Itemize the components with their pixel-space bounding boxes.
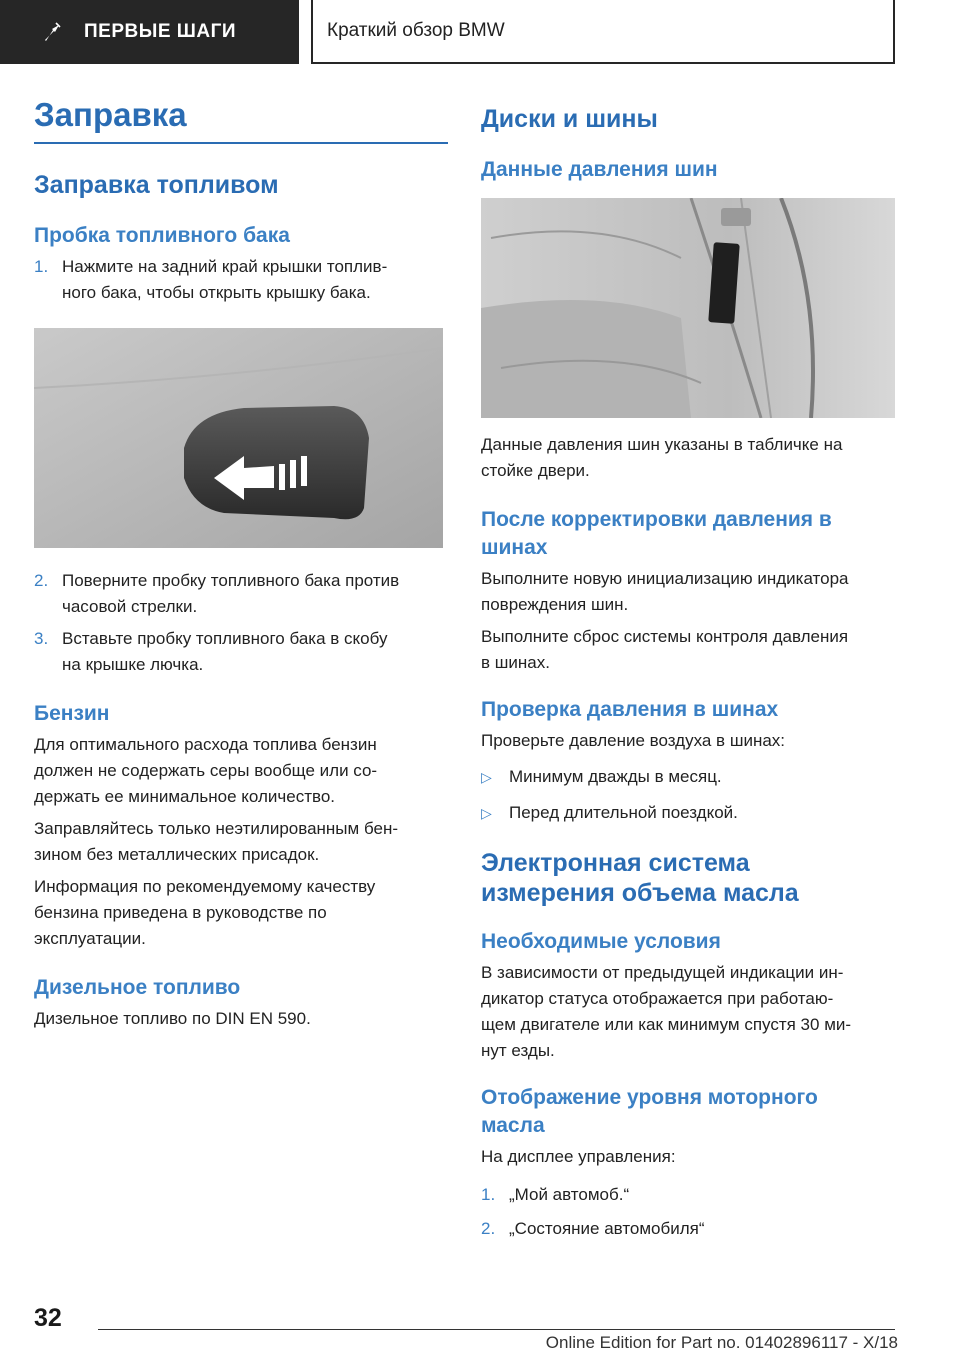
left-column [34, 96, 448, 1032]
list-text: Поверните пробку топливного бака против часовой стрелки. [62, 571, 400, 616]
list-text: Вставьте пробку топливного бака в скобу на крышке лючка. [62, 629, 388, 674]
list-number: 2. [481, 1219, 496, 1238]
list-number: 1. [34, 257, 49, 276]
section-tab-label: ПЕРВЫЕ ШАГИ [84, 21, 237, 42]
footer-divider [98, 1329, 895, 1330]
paragraph: Выполните новую инициализацию индикатора повреждения шин. [481, 569, 849, 614]
fuel-flap-photo [34, 328, 443, 548]
chapter-tab[interactable] [311, 0, 895, 64]
flag-arrow-icon [42, 21, 64, 43]
list-number: 3. [34, 629, 49, 648]
subheading-petrol: Бензин [34, 702, 110, 725]
list-text: Минимум дважды в месяц. [509, 767, 722, 786]
subheading-pressure-data: Данные давления шин [481, 158, 718, 181]
list-item [481, 1182, 895, 1208]
list-text: Перед длительной поездкой. [509, 803, 738, 822]
list-item [34, 568, 448, 620]
paragraph: Проверьте давление воздуха в шинах: [481, 731, 786, 750]
list-text: „Мой автомоб.“ [509, 1185, 630, 1204]
list-item [34, 254, 448, 306]
subheading-oil-display: Отображение уровня моторного масла [481, 1086, 818, 1137]
triangle-bullet-icon: ▷ [481, 769, 492, 785]
subheading-fuel-cap: Пробка топливного бака [34, 224, 290, 247]
section-heading-fuel: Заправка топливом [34, 171, 279, 199]
chapter-tab-label: Краткий обзор BMW [327, 20, 505, 41]
page-title-block [34, 96, 448, 144]
edition-note: Online Edition for Part no. 01402896117 - X/18 [545, 1333, 898, 1352]
list-item [481, 1216, 895, 1242]
paragraph: Данные давления шин указаны в табличке на стойке двери. [481, 435, 843, 480]
subheading-diesel: Дизельное топливо [34, 976, 241, 999]
list-number: 2. [34, 571, 49, 590]
paragraph: Дизельное топливо по DIN EN 590. [34, 1009, 311, 1028]
list-item [481, 764, 895, 790]
paragraph: Для оптимального расхода топлива бензин должен не содержать серы вообще или со- держать ее минимальное количество. [34, 735, 378, 806]
subheading-after-correction: После корректировки давления в шинах [481, 508, 832, 559]
subheading-conditions: Необходимые условия [481, 930, 721, 953]
paragraph: Информация по рекомендуемому качеству бензина приведена в руководстве по эксплуатации. [34, 877, 376, 948]
door-pillar-photo [481, 198, 895, 418]
triangle-bullet-icon: ▷ [481, 805, 492, 821]
subheading-check-pressure: Проверка давления в шинах [481, 698, 779, 721]
paragraph: Заправляйтесь только неэтилированным бен- зином без металлических присадок. [34, 819, 398, 864]
section-heading-oil: Электронная система измерения объема масла [481, 849, 799, 907]
paragraph: На дисплее управления: [481, 1147, 676, 1166]
list-text: „Состояние автомобиля“ [509, 1219, 705, 1238]
section-tab[interactable] [0, 0, 299, 64]
page-number: 32 [34, 1304, 62, 1332]
list-item [481, 800, 895, 826]
list-text: Нажмите на задний край крышки топлив- ного бака, чтобы открыть крышку бака. [62, 257, 388, 302]
list-item [34, 626, 448, 678]
page-title: Заправка [34, 96, 187, 133]
paragraph: В зависимости от предыдущей индикации ин- дикатор статуса отображается при работаю- щем двигателе или как минимум спустя 30 ми- нут езды. [481, 963, 852, 1060]
list-number: 1. [481, 1185, 496, 1204]
right-column [481, 96, 895, 1242]
section-heading-wheels: Диски и шины [481, 105, 658, 133]
paragraph: Выполните сброс системы контроля давления в шинах. [481, 627, 849, 672]
